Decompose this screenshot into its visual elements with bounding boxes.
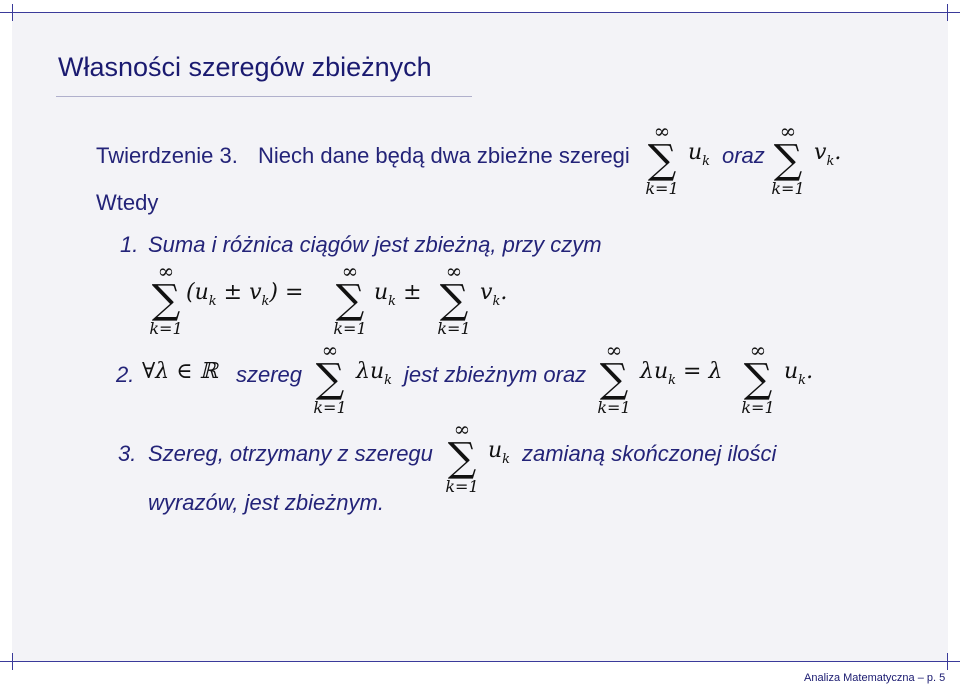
term-uk: $u_k$ xyxy=(688,140,711,169)
term-lambda-uk-eq: $\lambda u_k = \lambda$ xyxy=(640,359,723,388)
sum-symbol: ∞ ∑ k=1 xyxy=(741,338,775,417)
frame-tick xyxy=(12,4,13,21)
theorem-text: Niech dane będą dwa zbieżne szeregi xyxy=(258,143,630,168)
oraz-text: oraz xyxy=(722,143,765,168)
forall-lambda: ∀λ ∈ ℝ xyxy=(142,359,218,384)
term-vk: $v_k$. xyxy=(480,280,508,309)
slide-title: Własności szeregów zbieżnych xyxy=(58,52,432,82)
title-rule xyxy=(56,96,472,97)
frame-tick xyxy=(947,4,948,21)
frame-tick xyxy=(12,653,13,670)
item-1-number: 1. xyxy=(120,232,139,257)
item-3-text-a: Szereg, otrzymany z szeregu xyxy=(148,441,433,466)
frame-bottom-line xyxy=(0,661,960,662)
frame-top-line xyxy=(0,12,960,13)
sum-symbol: ∞ ∑ k=1 xyxy=(645,119,679,198)
expr-sum-pm: $(u_k \pm v_k)$ = xyxy=(186,280,304,309)
item-2-text: jest zbieżnym oraz xyxy=(404,362,587,387)
sum-symbol: ∞ ∑ k=1 xyxy=(149,259,183,338)
term-lambda-uk: $\lambda u_k$ xyxy=(356,359,393,388)
item-3-text-c: wyrazów, jest zbieżnym. xyxy=(148,490,384,515)
sum-symbol: ∞ ∑ k=1 xyxy=(437,259,471,338)
item-3-text-b: zamianą skończonej ilości xyxy=(522,441,777,466)
term-vk: $v_k$. xyxy=(814,140,842,169)
sum-symbol: ∞ ∑ k=1 xyxy=(333,259,367,338)
sum-symbol: ∞ ∑ k=1 xyxy=(597,338,631,417)
sum-symbol: ∞ ∑ k=1 xyxy=(313,338,347,417)
item-2-szereg: szereg xyxy=(236,362,303,387)
item-1-text: Suma i różnica ciągów jest zbieżną, przy czym xyxy=(148,232,602,257)
sum-symbol: ∞ ∑ k=1 xyxy=(771,119,805,198)
term-uk-pm: $u_k$ ± xyxy=(374,280,422,309)
footer-page-label: Analiza Matematyczna – p. 5 xyxy=(804,672,946,684)
sum-symbol: ∞ ∑ k=1 xyxy=(445,417,479,496)
item-2-number: 2. xyxy=(116,362,135,387)
term-uk: $u_k$. xyxy=(784,359,814,388)
item-3-number: 3. xyxy=(118,441,137,466)
frame-tick xyxy=(947,653,948,670)
wtedy-text: Wtedy xyxy=(96,190,159,215)
theorem-label: Twierdzenie 3. xyxy=(96,143,238,168)
term-uk: $u_k$ xyxy=(488,438,511,467)
